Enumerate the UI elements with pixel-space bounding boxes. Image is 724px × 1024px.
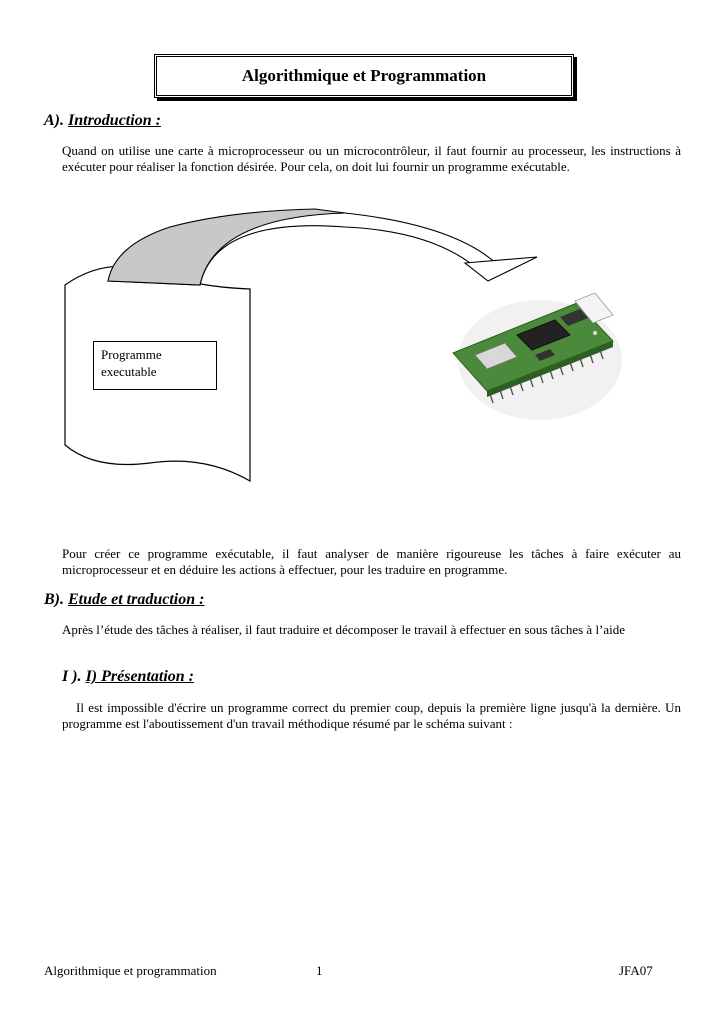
page-title (154, 54, 574, 98)
subsection-1-title: I) Présentation : (85, 668, 195, 685)
footer-page-number: 1 (316, 963, 323, 978)
section-b-heading (44, 591, 204, 609)
box-line-1: Programme (101, 347, 162, 362)
page-title-text: Algorithmique et Programmation (241, 66, 487, 85)
subsection-1-heading (62, 668, 194, 686)
section-b-prefix: B). (44, 591, 68, 608)
programme-executable-box (93, 341, 217, 390)
footer-left: Algorithmique et programmation (44, 963, 217, 978)
section-a-prefix: A). (44, 112, 68, 129)
microcontroller-board-icon (453, 293, 622, 420)
section-a-heading (44, 112, 161, 130)
subsection-1-paragraph: Il est impossible d'écrire un programme correct du premier coup, depuis la première ligne jusqu'à la dernière. Un programme est l'aboutissement d'un travail méthodique résumé par le schéma suivant : (62, 700, 681, 731)
section-a-title: Introduction : (68, 112, 161, 129)
section-b-title: Etude et traduction : (68, 591, 205, 608)
section-a-paragraph: Quand on utilise une carte à microprocesseur ou un microcontrôleur, il faut fournir au processeur, les instructions à exécuter pour réaliser la fonction désirée. Pour cela, on doit lui fournir un programme exécutable. (62, 143, 681, 174)
paragraph-after-diagram: Pour créer ce programme exécutable, il faut analyser de manière rigoureuse les tâches à faire exécuter au microprocesseur et en déduire les actions à effectuer, pour les traduire en programme. (62, 546, 681, 577)
footer-right: JFA07 (619, 963, 653, 978)
subsection-1-prefix: I ). (62, 668, 86, 685)
box-line-2: executable (101, 364, 157, 379)
section-b-paragraph: Après l’étude des tâches à réaliser, il faut traduire et décomposer le travail à effectuer en sous tâches à l’aide (62, 622, 626, 637)
